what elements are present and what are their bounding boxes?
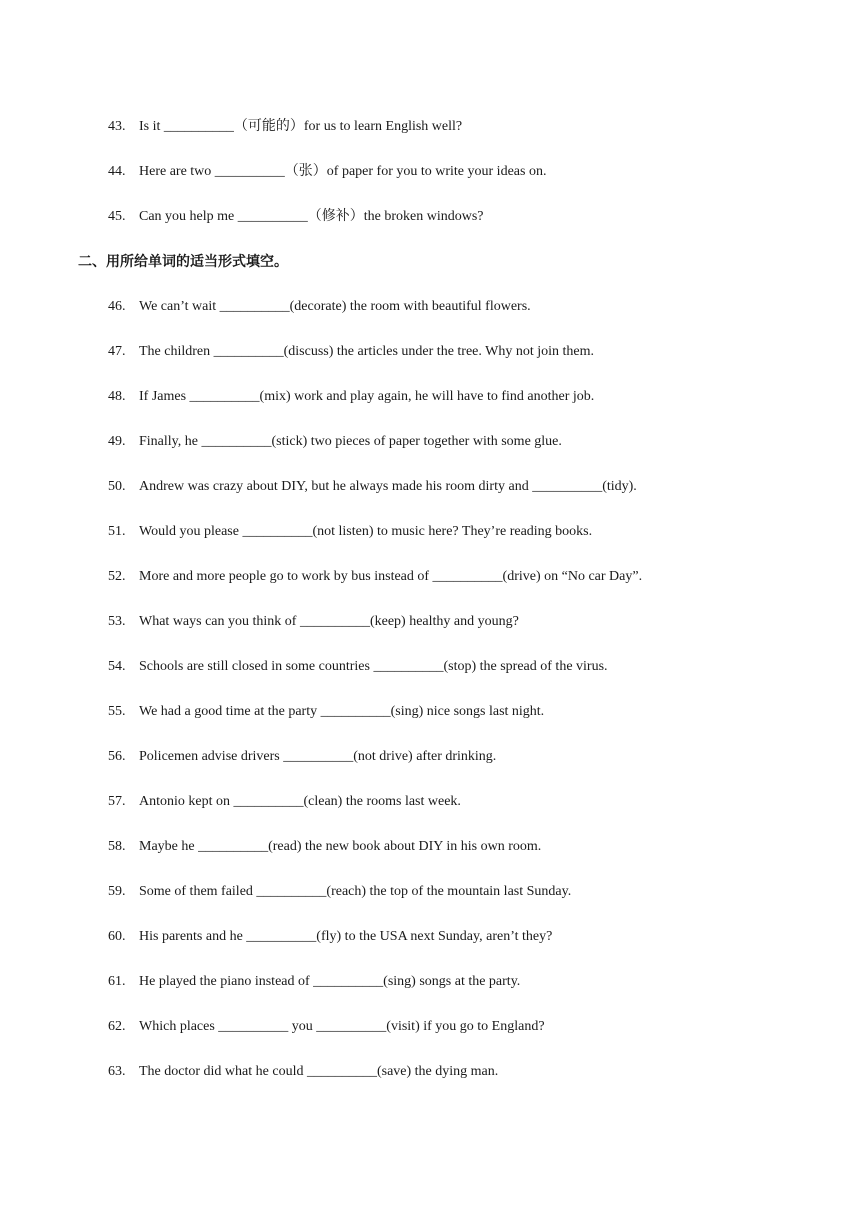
question-text: Policemen advise drivers __________(not drive) after drinking.	[139, 749, 497, 764]
question-item	[108, 298, 531, 316]
question-text: Here are two __________（张）of paper for you to write your ideas on.	[139, 164, 547, 179]
question-text: The children __________(discuss) the articles under the tree. Why not join them.	[139, 344, 595, 359]
question-text: Andrew was crazy about DIY, but he always made his room dirty and __________(tidy).	[139, 479, 637, 494]
question-text: Maybe he __________(read) the new book about DIY in his own room.	[139, 839, 542, 854]
question-number: 54.	[108, 659, 126, 674]
question-number: 62.	[108, 1019, 126, 1034]
question-item	[108, 838, 541, 856]
question-number: 59.	[108, 884, 126, 899]
question-item	[108, 343, 594, 361]
question-item	[108, 478, 637, 496]
question-number: 48.	[108, 389, 126, 404]
question-text: What ways can you think of __________(keep) healthy and young?	[139, 614, 519, 629]
question-text: Can you help me __________（修补）the broken windows?	[139, 209, 484, 224]
question-item	[108, 118, 462, 136]
question-item	[108, 973, 520, 991]
question-number: 50.	[108, 479, 126, 494]
question-number: 53.	[108, 614, 126, 629]
question-item	[108, 1063, 498, 1081]
question-item	[108, 1018, 545, 1036]
question-text: Antonio kept on __________(clean) the rooms last week.	[139, 794, 461, 809]
question-number: 52.	[108, 569, 126, 584]
question-text: Would you please __________(not listen) to music here? They’re reading books.	[139, 524, 593, 539]
question-item	[108, 523, 592, 541]
question-item	[108, 388, 594, 406]
question-text: More and more people go to work by bus instead of __________(drive) on “No car Day”.	[139, 569, 643, 584]
question-number: 56.	[108, 749, 126, 764]
question-number: 47.	[108, 344, 126, 359]
question-text: We had a good time at the party __________(sing) nice songs last night.	[139, 704, 545, 719]
question-number: 43.	[108, 119, 126, 134]
question-text: He played the piano instead of __________(sing) songs at the party.	[139, 974, 521, 989]
question-item	[108, 613, 519, 631]
question-item	[108, 928, 552, 946]
question-item	[108, 568, 642, 586]
question-text: Schools are still closed in some countries __________(stop) the spread of the virus.	[139, 659, 608, 674]
question-number: 58.	[108, 839, 126, 854]
question-item	[108, 208, 484, 226]
question-number: 44.	[108, 164, 126, 179]
question-item	[108, 658, 608, 676]
question-text: His parents and he __________(fly) to the USA next Sunday, aren’t they?	[139, 929, 553, 944]
question-number: 49.	[108, 434, 126, 449]
question-item	[108, 883, 571, 901]
question-text: The doctor did what he could __________(save) the dying man.	[139, 1064, 499, 1079]
question-text: Finally, he __________(stick) two pieces of paper together with some glue.	[139, 434, 562, 449]
question-number: 63.	[108, 1064, 126, 1079]
question-item	[108, 793, 461, 811]
question-number: 61.	[108, 974, 126, 989]
question-item	[108, 433, 562, 451]
question-text: If James __________(mix) work and play again, he will have to find another job.	[139, 389, 595, 404]
question-number: 46.	[108, 299, 126, 314]
question-item	[108, 163, 546, 181]
question-item	[108, 703, 544, 721]
question-number: 57.	[108, 794, 126, 809]
question-number: 60.	[108, 929, 126, 944]
question-text: Is it __________（可能的）for us to learn English well?	[139, 119, 463, 134]
question-number: 45.	[108, 209, 126, 224]
question-text: Which places __________ you __________(visit) if you go to England?	[139, 1019, 545, 1034]
section-heading: 二、用所给单词的适当形式填空。	[78, 254, 288, 270]
question-number: 55.	[108, 704, 126, 719]
question-text: Some of them failed __________(reach) the top of the mountain last Sunday.	[139, 884, 572, 899]
question-number: 51.	[108, 524, 126, 539]
question-item	[108, 748, 496, 766]
question-text: We can’t wait __________(decorate) the room with beautiful flowers.	[139, 299, 531, 314]
